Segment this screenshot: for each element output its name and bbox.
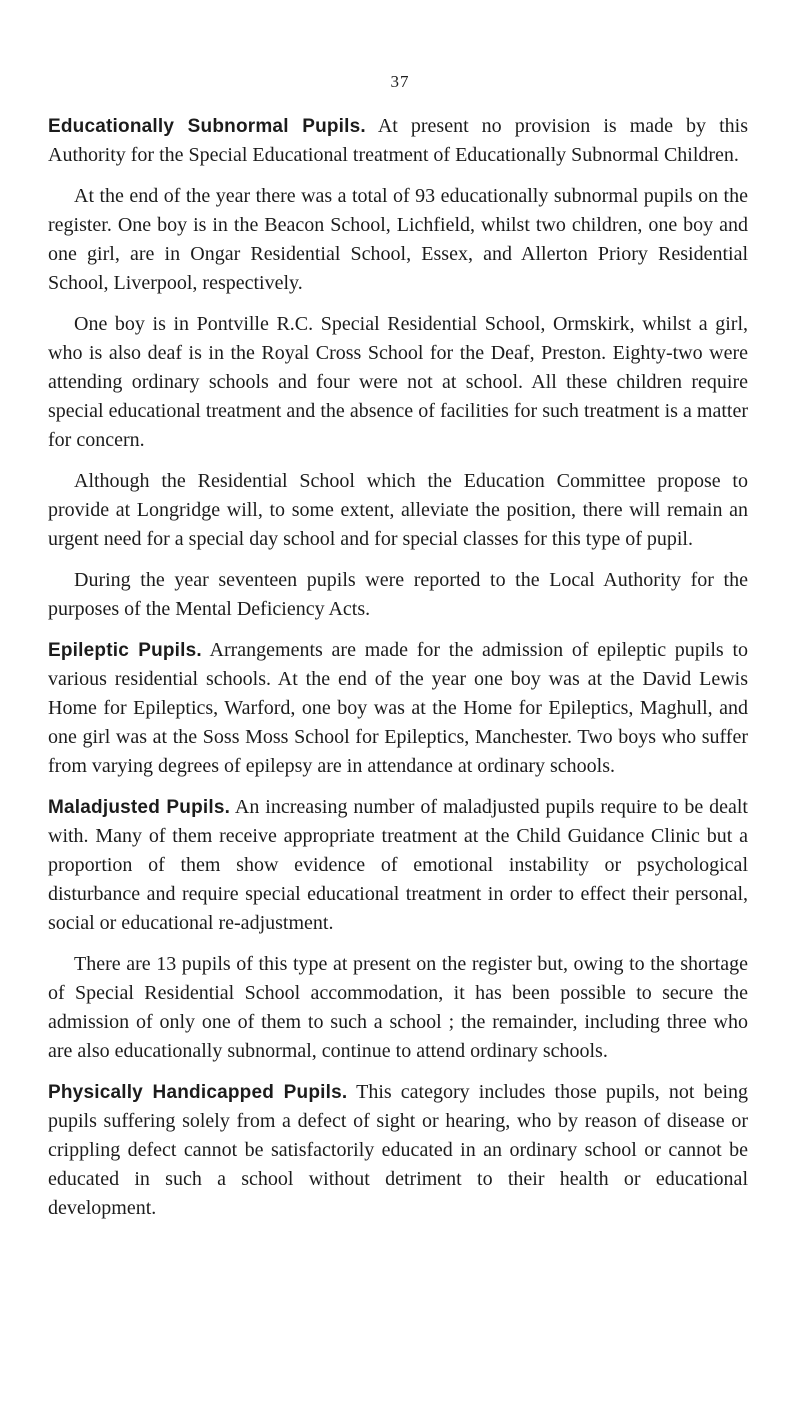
section-heading: Maladjusted Pupils. bbox=[48, 797, 231, 818]
section-heading: Physically Handicapped Pupils. bbox=[48, 1082, 348, 1103]
page-number: 37 bbox=[390, 72, 410, 91]
paragraph-text: At present no provision is made by this Authority for the Special Educational treatment of Educationally Subnormal Children. bbox=[48, 115, 748, 166]
paragraph bbox=[48, 112, 748, 170]
paragraph-text: This category includes those pupils, not being pupils suffering solely from a defect of sight or hearing, who by reason of disease or crippling defect cannot be satisfactorily educated in an ordinary school or cannot be educated in such a school without detriment to their health or educational development. bbox=[48, 1081, 748, 1219]
paragraph: One boy is in Pontville R.C. Special Residential School, Ormskirk, whilst a girl, who is also deaf is in the Royal Cross School for the Deaf, Preston. Eighty-two were attending ordinary schools and four were not at school. All these children require special educational treatment and the absence of facilities for such treatment is a matter for concern. bbox=[48, 313, 748, 451]
paragraph: During the year seventeen pupils were reported to the Local Authority for the purposes of the Mental Deficiency Acts. bbox=[48, 569, 748, 620]
paragraph: At the end of the year there was a total of 93 educationally subnormal pupils on the register. One boy is in the Beacon School, Lichfield, whilst two children, one boy and one girl, are in Ongar Residential School, Essex, and Allerton Priory Residential School, Liverpool, respectively. bbox=[48, 185, 748, 294]
paragraph-text: Arrangements are made for the admission of epileptic pupils to various residential schools. At the end of the year one boy was at the David Lewis Home for Epileptics, Warford, one boy was at the Home for Epileptics, Maghull, and one girl was at the Soss Moss School for Epileptics, Manchester. Two boys who suffer from varying degrees of epilepsy are in attendance at ordinary schools. bbox=[48, 639, 748, 777]
section-heading: Educationally Subnormal Pupils. bbox=[48, 116, 366, 137]
section-heading: Epileptic Pupils. bbox=[48, 640, 202, 661]
paragraph bbox=[48, 793, 748, 938]
paragraph: There are 13 pupils of this type at present on the register but, owing to the shortage of Special Residential School accommodation, it has been possible to secure the admission of only one of them to such a school ; the remainder, including three who are also educationally subnormal, continue to attend ordinary schools. bbox=[48, 953, 748, 1062]
paragraph-text: An increasing number of maladjusted pupils require to be dealt with. Many of them receive appropriate treatment at the Child Guidance Clinic but a proportion of them show evidence of emotional instability or psychological disturbance and require special educational treatment in order to effect their personal, social or educational re-adjustment. bbox=[48, 796, 748, 934]
paragraph bbox=[48, 636, 748, 781]
document-body bbox=[48, 112, 748, 1235]
paragraph bbox=[48, 1078, 748, 1223]
paragraph: Although the Residential School which the Education Committee propose to provide at Longridge will, to some extent, alleviate the position, there will remain an urgent need for a special day school and for special classes for this type of pupil. bbox=[48, 470, 748, 550]
